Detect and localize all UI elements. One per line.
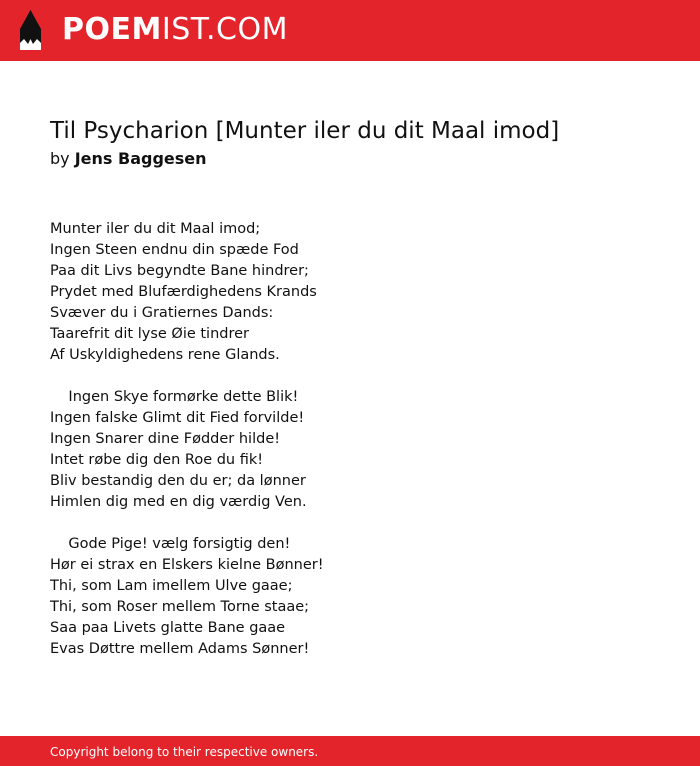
by-label: by	[50, 149, 70, 168]
pencil-tip-icon[interactable]	[18, 9, 43, 51]
poem-line: Saa paa Livets glatte Bane gaae	[50, 620, 286, 636]
author-link[interactable]: Jens Baggesen	[74, 149, 207, 168]
poem-line: Gode Pige! vælg forsigtig den!	[50, 536, 291, 552]
poem-line: Bliv bestandig den du er; da lønner	[50, 473, 306, 489]
poem-title: Til Psycharion [Munter iler du dit Maal imod]	[50, 118, 560, 144]
poem-line: Svæver du i Gratiernes Dands:	[50, 305, 274, 321]
poem-line: Prydet med Blufærdighedens Krands	[50, 284, 317, 300]
poem-line: Munter iler du dit Maal imod;	[50, 221, 261, 237]
poem-line: Af Uskyldighedens rene Glands.	[50, 347, 280, 363]
poem-line: Taarefrit dit lyse Øie tindrer	[50, 326, 250, 342]
poem-line: Himlen dig med en dig værdig Ven.	[50, 494, 307, 510]
poem-line: Thi, som Roser mellem Torne staae;	[50, 599, 310, 615]
poem-byline	[50, 149, 207, 169]
poem-body	[50, 219, 324, 660]
poem-line: Ingen falske Glimt dit Fied forvilde!	[50, 410, 305, 426]
poem-line	[50, 366, 324, 387]
poem-line: Ingen Steen endnu din spæde Fod	[50, 242, 299, 258]
poem-line: Intet røbe dig den Roe du fik!	[50, 452, 264, 468]
site-header	[0, 0, 700, 61]
copyright-text: Copyright belong to their respective owners.	[50, 745, 319, 759]
site-footer	[0, 736, 700, 766]
poem-line	[50, 513, 324, 534]
poem-line: Hør ei strax en Elskers kielne Bønner!	[50, 557, 324, 573]
logo-text-light: IST.COM	[161, 12, 288, 47]
poem-line: Thi, som Lam imellem Ulve gaae;	[50, 578, 293, 594]
logo-text-bold: POEM	[62, 12, 162, 47]
poem-line: Paa dit Livs begyndte Bane hindrer;	[50, 263, 309, 279]
poem-line: Ingen Snarer dine Fødder hilde!	[50, 431, 281, 447]
poem-line: Evas Døttre mellem Adams Sønner!	[50, 641, 310, 657]
site-logo[interactable]	[62, 10, 288, 50]
poem-line: Ingen Skye formørke dette Blik!	[50, 389, 299, 405]
